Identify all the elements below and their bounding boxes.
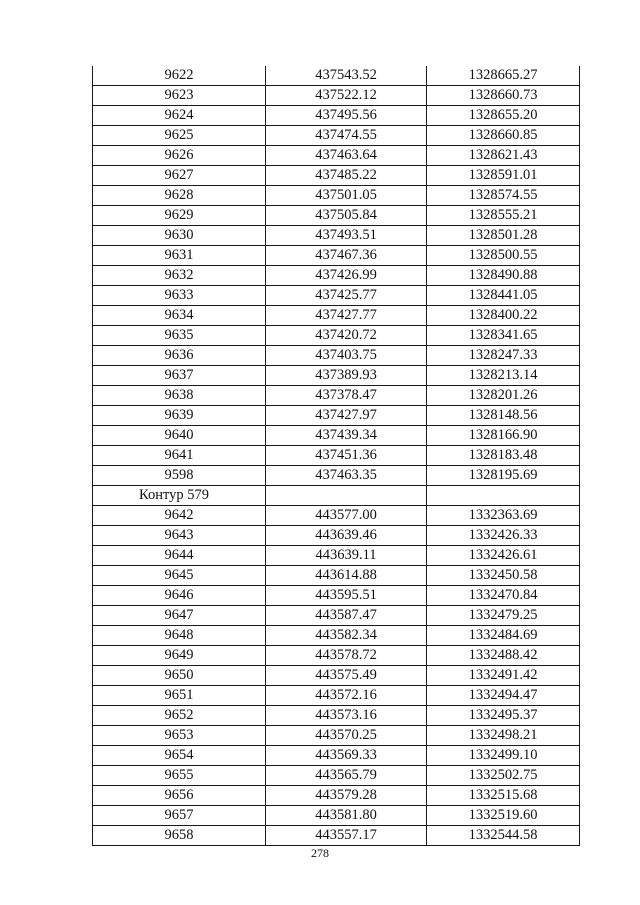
x-coordinate-cell: 443575.49 (266, 666, 427, 686)
x-coordinate-cell: 437543.52 (266, 66, 427, 86)
point-id-cell: 9655 (93, 766, 266, 786)
x-coordinate-cell: 437463.64 (266, 146, 427, 166)
x-coordinate-cell: 437474.55 (266, 126, 427, 146)
table-row (93, 746, 580, 766)
contour-header-row (93, 486, 580, 506)
table-row (93, 426, 580, 446)
point-id-cell: 9632 (93, 266, 266, 286)
y-coordinate-cell: 1328341.65 (427, 326, 580, 346)
x-coordinate-cell: 443639.46 (266, 526, 427, 546)
table-row (93, 706, 580, 726)
y-coordinate-cell: 1328201.26 (427, 386, 580, 406)
point-id-cell: 9654 (93, 746, 266, 766)
point-id-cell: 9644 (93, 546, 266, 566)
point-id-cell: 9648 (93, 626, 266, 646)
table-row (93, 246, 580, 266)
y-coordinate-cell: 1328665.27 (427, 66, 580, 86)
y-coordinate-cell: 1332491.42 (427, 666, 580, 686)
y-coordinate-cell: 1332495.37 (427, 706, 580, 726)
table-row (93, 646, 580, 666)
y-coordinate-cell: 1328660.85 (427, 126, 580, 146)
table-row (93, 466, 580, 486)
y-coordinate-cell: 1332498.21 (427, 726, 580, 746)
table-row (93, 406, 580, 426)
x-coordinate-cell: 443572.16 (266, 686, 427, 706)
table-row (93, 686, 580, 706)
x-coordinate-cell: 437495.56 (266, 106, 427, 126)
y-coordinate-cell: 1328183.48 (427, 446, 580, 466)
y-coordinate-cell: 1328441.05 (427, 286, 580, 306)
point-id-cell: 9626 (93, 146, 266, 166)
x-coordinate-cell: 443595.51 (266, 586, 427, 606)
point-id-cell: 9635 (93, 326, 266, 346)
x-coordinate-cell: 443614.88 (266, 566, 427, 586)
table-row (93, 286, 580, 306)
point-id-cell: 9649 (93, 646, 266, 666)
x-coordinate-cell: 443582.34 (266, 626, 427, 646)
y-coordinate-cell: 1328400.22 (427, 306, 580, 326)
y-coordinate-cell: 1332488.42 (427, 646, 580, 666)
y-coordinate-cell: 1328655.20 (427, 106, 580, 126)
point-id-cell: 9625 (93, 126, 266, 146)
table-row (93, 446, 580, 466)
x-coordinate-cell: 443639.11 (266, 546, 427, 566)
x-coordinate-cell: 437485.22 (266, 166, 427, 186)
x-coordinate-cell: 443579.28 (266, 786, 427, 806)
point-id-cell: 9647 (93, 606, 266, 626)
y-coordinate-cell: 1328500.55 (427, 246, 580, 266)
table-row (93, 366, 580, 386)
table-row (93, 666, 580, 686)
y-coordinate-cell: 1328621.43 (427, 146, 580, 166)
point-id-cell: 9656 (93, 786, 266, 806)
y-coordinate-cell: 1332426.61 (427, 546, 580, 566)
x-coordinate-cell: 437389.93 (266, 366, 427, 386)
page-number: 278 (311, 846, 329, 860)
x-coordinate-cell: 443565.79 (266, 766, 427, 786)
x-coordinate-cell: 443587.47 (266, 606, 427, 626)
y-coordinate-cell: 1328148.56 (427, 406, 580, 426)
table-row (93, 66, 580, 86)
x-coordinate-cell: 443581.80 (266, 806, 427, 826)
point-id-cell: 9640 (93, 426, 266, 446)
point-id-cell: 9624 (93, 106, 266, 126)
point-id-cell: 9642 (93, 506, 266, 526)
point-id-cell: 9630 (93, 226, 266, 246)
point-id-cell: 9651 (93, 686, 266, 706)
table-row (93, 386, 580, 406)
y-coordinate-cell: 1332502.75 (427, 766, 580, 786)
table-row (93, 326, 580, 346)
y-coordinate-cell: 1328490.88 (427, 266, 580, 286)
y-coordinate-cell: 1332515.68 (427, 786, 580, 806)
x-coordinate-cell: 437467.36 (266, 246, 427, 266)
table-row (93, 86, 580, 106)
point-id-cell: 9627 (93, 166, 266, 186)
x-coordinate-cell: 443573.16 (266, 706, 427, 726)
table-row (93, 226, 580, 246)
point-id-cell: Контур 579 (93, 486, 266, 506)
y-coordinate-cell: 1328660.73 (427, 86, 580, 106)
table-row (93, 546, 580, 566)
table-row (93, 586, 580, 606)
table-row (93, 566, 580, 586)
y-coordinate-cell: 1328213.14 (427, 366, 580, 386)
table-row (93, 146, 580, 166)
point-id-cell: 9629 (93, 206, 266, 226)
point-id-cell: 9622 (93, 66, 266, 86)
point-id-cell: 9658 (93, 826, 266, 846)
table-row (93, 766, 580, 786)
x-coordinate-cell (266, 486, 427, 506)
x-coordinate-cell: 437420.72 (266, 326, 427, 346)
table-row (93, 266, 580, 286)
y-coordinate-cell: 1332450.58 (427, 566, 580, 586)
y-coordinate-cell: 1332479.25 (427, 606, 580, 626)
table-row (93, 306, 580, 326)
point-id-cell: 9633 (93, 286, 266, 306)
table-row (93, 186, 580, 206)
point-id-cell: 9646 (93, 586, 266, 606)
y-coordinate-cell: 1332519.60 (427, 806, 580, 826)
y-coordinate-cell: 1328195.69 (427, 466, 580, 486)
point-id-cell: 9657 (93, 806, 266, 826)
x-coordinate-cell: 443569.33 (266, 746, 427, 766)
point-id-cell: 9637 (93, 366, 266, 386)
x-coordinate-cell: 437427.97 (266, 406, 427, 426)
point-id-cell: 9652 (93, 706, 266, 726)
point-id-cell: 9641 (93, 446, 266, 466)
table-row (93, 506, 580, 526)
x-coordinate-cell: 437501.05 (266, 186, 427, 206)
table-row (93, 126, 580, 146)
y-coordinate-cell: 1328247.33 (427, 346, 580, 366)
table-row (93, 806, 580, 826)
point-id-cell: 9643 (93, 526, 266, 546)
x-coordinate-cell: 437425.77 (266, 286, 427, 306)
y-coordinate-cell: 1328501.28 (427, 226, 580, 246)
x-coordinate-cell: 437427.77 (266, 306, 427, 326)
table-row (93, 106, 580, 126)
coordinates-table (92, 66, 580, 846)
y-coordinate-cell (427, 486, 580, 506)
point-id-cell: 9636 (93, 346, 266, 366)
y-coordinate-cell: 1332426.33 (427, 526, 580, 546)
point-id-cell: 9628 (93, 186, 266, 206)
point-id-cell: 9639 (93, 406, 266, 426)
x-coordinate-cell: 443577.00 (266, 506, 427, 526)
y-coordinate-cell: 1328555.21 (427, 206, 580, 226)
table-row (93, 526, 580, 546)
x-coordinate-cell: 437439.34 (266, 426, 427, 446)
x-coordinate-cell: 443578.72 (266, 646, 427, 666)
y-coordinate-cell: 1332544.58 (427, 826, 580, 846)
table-row (93, 626, 580, 646)
x-coordinate-cell: 437505.84 (266, 206, 427, 226)
x-coordinate-cell: 437426.99 (266, 266, 427, 286)
y-coordinate-cell: 1332484.69 (427, 626, 580, 646)
x-coordinate-cell: 437451.36 (266, 446, 427, 466)
point-id-cell: 9638 (93, 386, 266, 406)
x-coordinate-cell: 437403.75 (266, 346, 427, 366)
point-id-cell: 9598 (93, 466, 266, 486)
point-id-cell: 9623 (93, 86, 266, 106)
point-id-cell: 9631 (93, 246, 266, 266)
x-coordinate-cell: 437463.35 (266, 466, 427, 486)
x-coordinate-cell: 443570.25 (266, 726, 427, 746)
table-row (93, 346, 580, 366)
table-row (93, 726, 580, 746)
x-coordinate-cell: 437522.12 (266, 86, 427, 106)
y-coordinate-cell: 1332499.10 (427, 746, 580, 766)
y-coordinate-cell: 1328591.01 (427, 166, 580, 186)
y-coordinate-cell: 1332494.47 (427, 686, 580, 706)
table-row (93, 606, 580, 626)
table-row (93, 206, 580, 226)
x-coordinate-cell: 443557.17 (266, 826, 427, 846)
x-coordinate-cell: 437378.47 (266, 386, 427, 406)
table-row (93, 166, 580, 186)
x-coordinate-cell: 437493.51 (266, 226, 427, 246)
y-coordinate-cell: 1328574.55 (427, 186, 580, 206)
table-row (93, 826, 580, 846)
y-coordinate-cell: 1332470.84 (427, 586, 580, 606)
table-row (93, 786, 580, 806)
y-coordinate-cell: 1332363.69 (427, 506, 580, 526)
point-id-cell: 9650 (93, 666, 266, 686)
point-id-cell: 9634 (93, 306, 266, 326)
point-id-cell: 9645 (93, 566, 266, 586)
coordinates-table-body (93, 66, 580, 846)
point-id-cell: 9653 (93, 726, 266, 746)
y-coordinate-cell: 1328166.90 (427, 426, 580, 446)
